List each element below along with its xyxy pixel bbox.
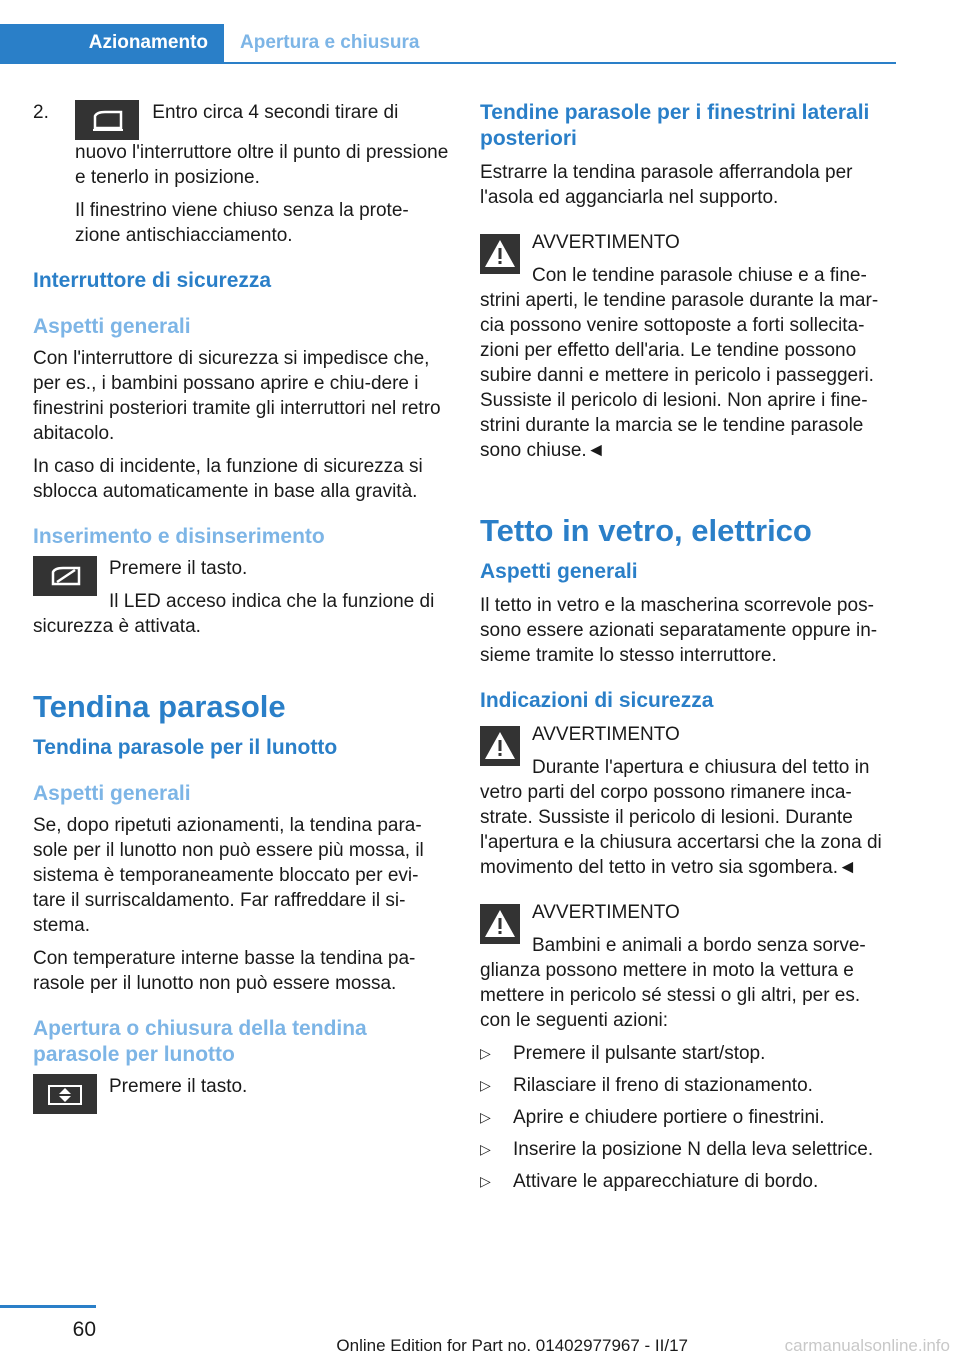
safety-switch-button-icon [33,556,97,596]
warning-label-2: AVVERTIMENTO [532,724,680,745]
press-button-text-1: Premere il tasto. [109,558,248,579]
paragraph-roof: Il tetto in vetro e la mascherina scorrevole pos‐sono essere azionati separatamente oppure in‐sieme tramite lo stesso interruttore. [480,595,878,666]
tab-azionamento[interactable]: Azionamento [0,24,224,62]
triangle-bullet-icon: ▷ [480,1077,491,1093]
tab-apertura-chiusura[interactable]: Apertura e chiusura [240,32,420,53]
paragraph-side: Estrarre la tendina parasole afferrandola per l'asola ed agganciarla nel supporto. [480,162,853,208]
action-list [480,1041,896,1194]
warning-label-3: AVVERTIMENTO [532,902,680,923]
warning-icon [480,726,520,766]
triangle-bullet-icon: ▷ [480,1109,491,1125]
warning-text-3: Bambini e animali a bordo senza sorve‐glianza possono mettere in moto la vettura e mettere in pericolo sé stessi o gli altri, per es. con le seguenti azioni: [480,935,866,1031]
step-2 [33,100,449,248]
heading-side-shades: Tendine parasole per i finestrini laterali posteriori [480,101,870,150]
paragraph-rear-1: Se, dopo ripetuti azionamenti, la tendina para‐sole per il lunotto non può essere più mossa, il sistema è temporaneamente bloccato per evi‐tare il surriscaldamento. Far raffreddare il si‐stema. [33,815,424,936]
paragraph-general-2: In caso di incidente, la funzione di sicurezza si sblocca automaticamente in base alla gravità. [33,456,423,502]
shade-button-block [33,1074,449,1118]
watermark: carmanualsonline.info [784,1336,950,1355]
warning-1 [480,230,896,471]
heading-open-close: Apertura o chiusura della tendina parasole per lunotto [33,1017,367,1066]
heading-safety-switch: Interruttore di sicurezza [33,269,272,292]
paragraph-general-1: Con l'interruttore di sicurezza si impedisce che, per es., i bambini possano aprire e chiu‐dere i finestrini posteriori tramite gli interruttori nel retro abitacolo. [33,348,441,444]
step-number: 2. [33,102,49,123]
footer-rule [0,1305,96,1308]
right-column [480,100,896,1201]
heading-general-2: Aspetti generali [33,782,191,805]
heading-general-1: Aspetti generali [33,315,191,338]
heading-sunshade: Tendina parasole [33,689,286,724]
step-text: Entro circa 4 secondi tirare di nuovo l'interruttore oltre il punto di pressione e tenerlo in posizione. [75,102,449,188]
warning-icon [480,234,520,274]
header-tabbar [0,24,896,64]
heading-rear-window-shade: Tendina parasole per il lunotto [33,736,338,759]
warning-3 [480,900,896,1041]
rear-shade-button-icon [33,1074,97,1114]
triangle-bullet-icon: ▷ [480,1173,491,1189]
list-item: ▷ Aprire e chiudere portiere o finestrini. [480,1107,825,1128]
heading-general-3: Aspetti generali [480,560,638,583]
warning-icon [480,904,520,944]
heading-safety-notes: Indicazioni di sicurezza [480,689,714,712]
safety-button-block [33,556,449,647]
paragraph-rear-2: Con temperature interne basse la tendina pa‐rasole per il lunotto non può essere mossa. [33,948,416,994]
step-note: Il finestrino viene chiuso senza la prote‐zione antischiacciamento. [75,200,409,246]
warning-label-1: AVVERTIMENTO [532,232,680,253]
triangle-bullet-icon: ▷ [480,1045,491,1061]
list-item: ▷ Inserire la posizione N della leva selettrice. [480,1139,874,1160]
led-text: Il LED acceso indica che la funzione di sicurezza è attivata. [33,591,435,637]
window-switch-icon [75,100,139,140]
list-item: ▷ Rilasciare il freno di stazionamento. [480,1075,813,1096]
warning-2 [480,722,896,888]
warning-text-1: Con le tendine parasole chiuse e a fine‐strini aperti, le tendine parasole durante la mar‐cia possono venire sottoposte a forti sollecita‐zioni per effetto dell'aria. Le tendine possono subire danni e mettere in pericolo i passeggeri. Sussiste il pericolo di lesioni. Non aprire i fine‐strini durante la marcia se le tendine parasole sono chiuse.◄ [480,265,879,461]
left-column [33,100,449,1118]
page-number: 60 [72,1318,96,1341]
triangle-bullet-icon: ▷ [480,1141,491,1157]
press-button-text-2: Premere il tasto. [109,1076,248,1097]
list-item: ▷ Premere il pulsante start/stop. [480,1043,766,1064]
heading-glass-roof: Tetto in vetro, elettrico [480,513,812,548]
edition-text: Online Edition for Part no. 01402977967 - II/17 [336,1336,688,1355]
list-item: ▷ Attivare le apparecchiature di bordo. [480,1171,819,1192]
warning-text-2: Durante l'apertura e chiusura del tetto in vetro parti del corpo possono rimanere inca‐strate. Sussiste il pericolo di lesioni. Durante l'apertura e la chiusura accertarsi che la zona di movimento del tetto in vetro sia sgombera.◄ [480,757,882,878]
heading-on-off: Inserimento e disinserimento [33,525,325,548]
